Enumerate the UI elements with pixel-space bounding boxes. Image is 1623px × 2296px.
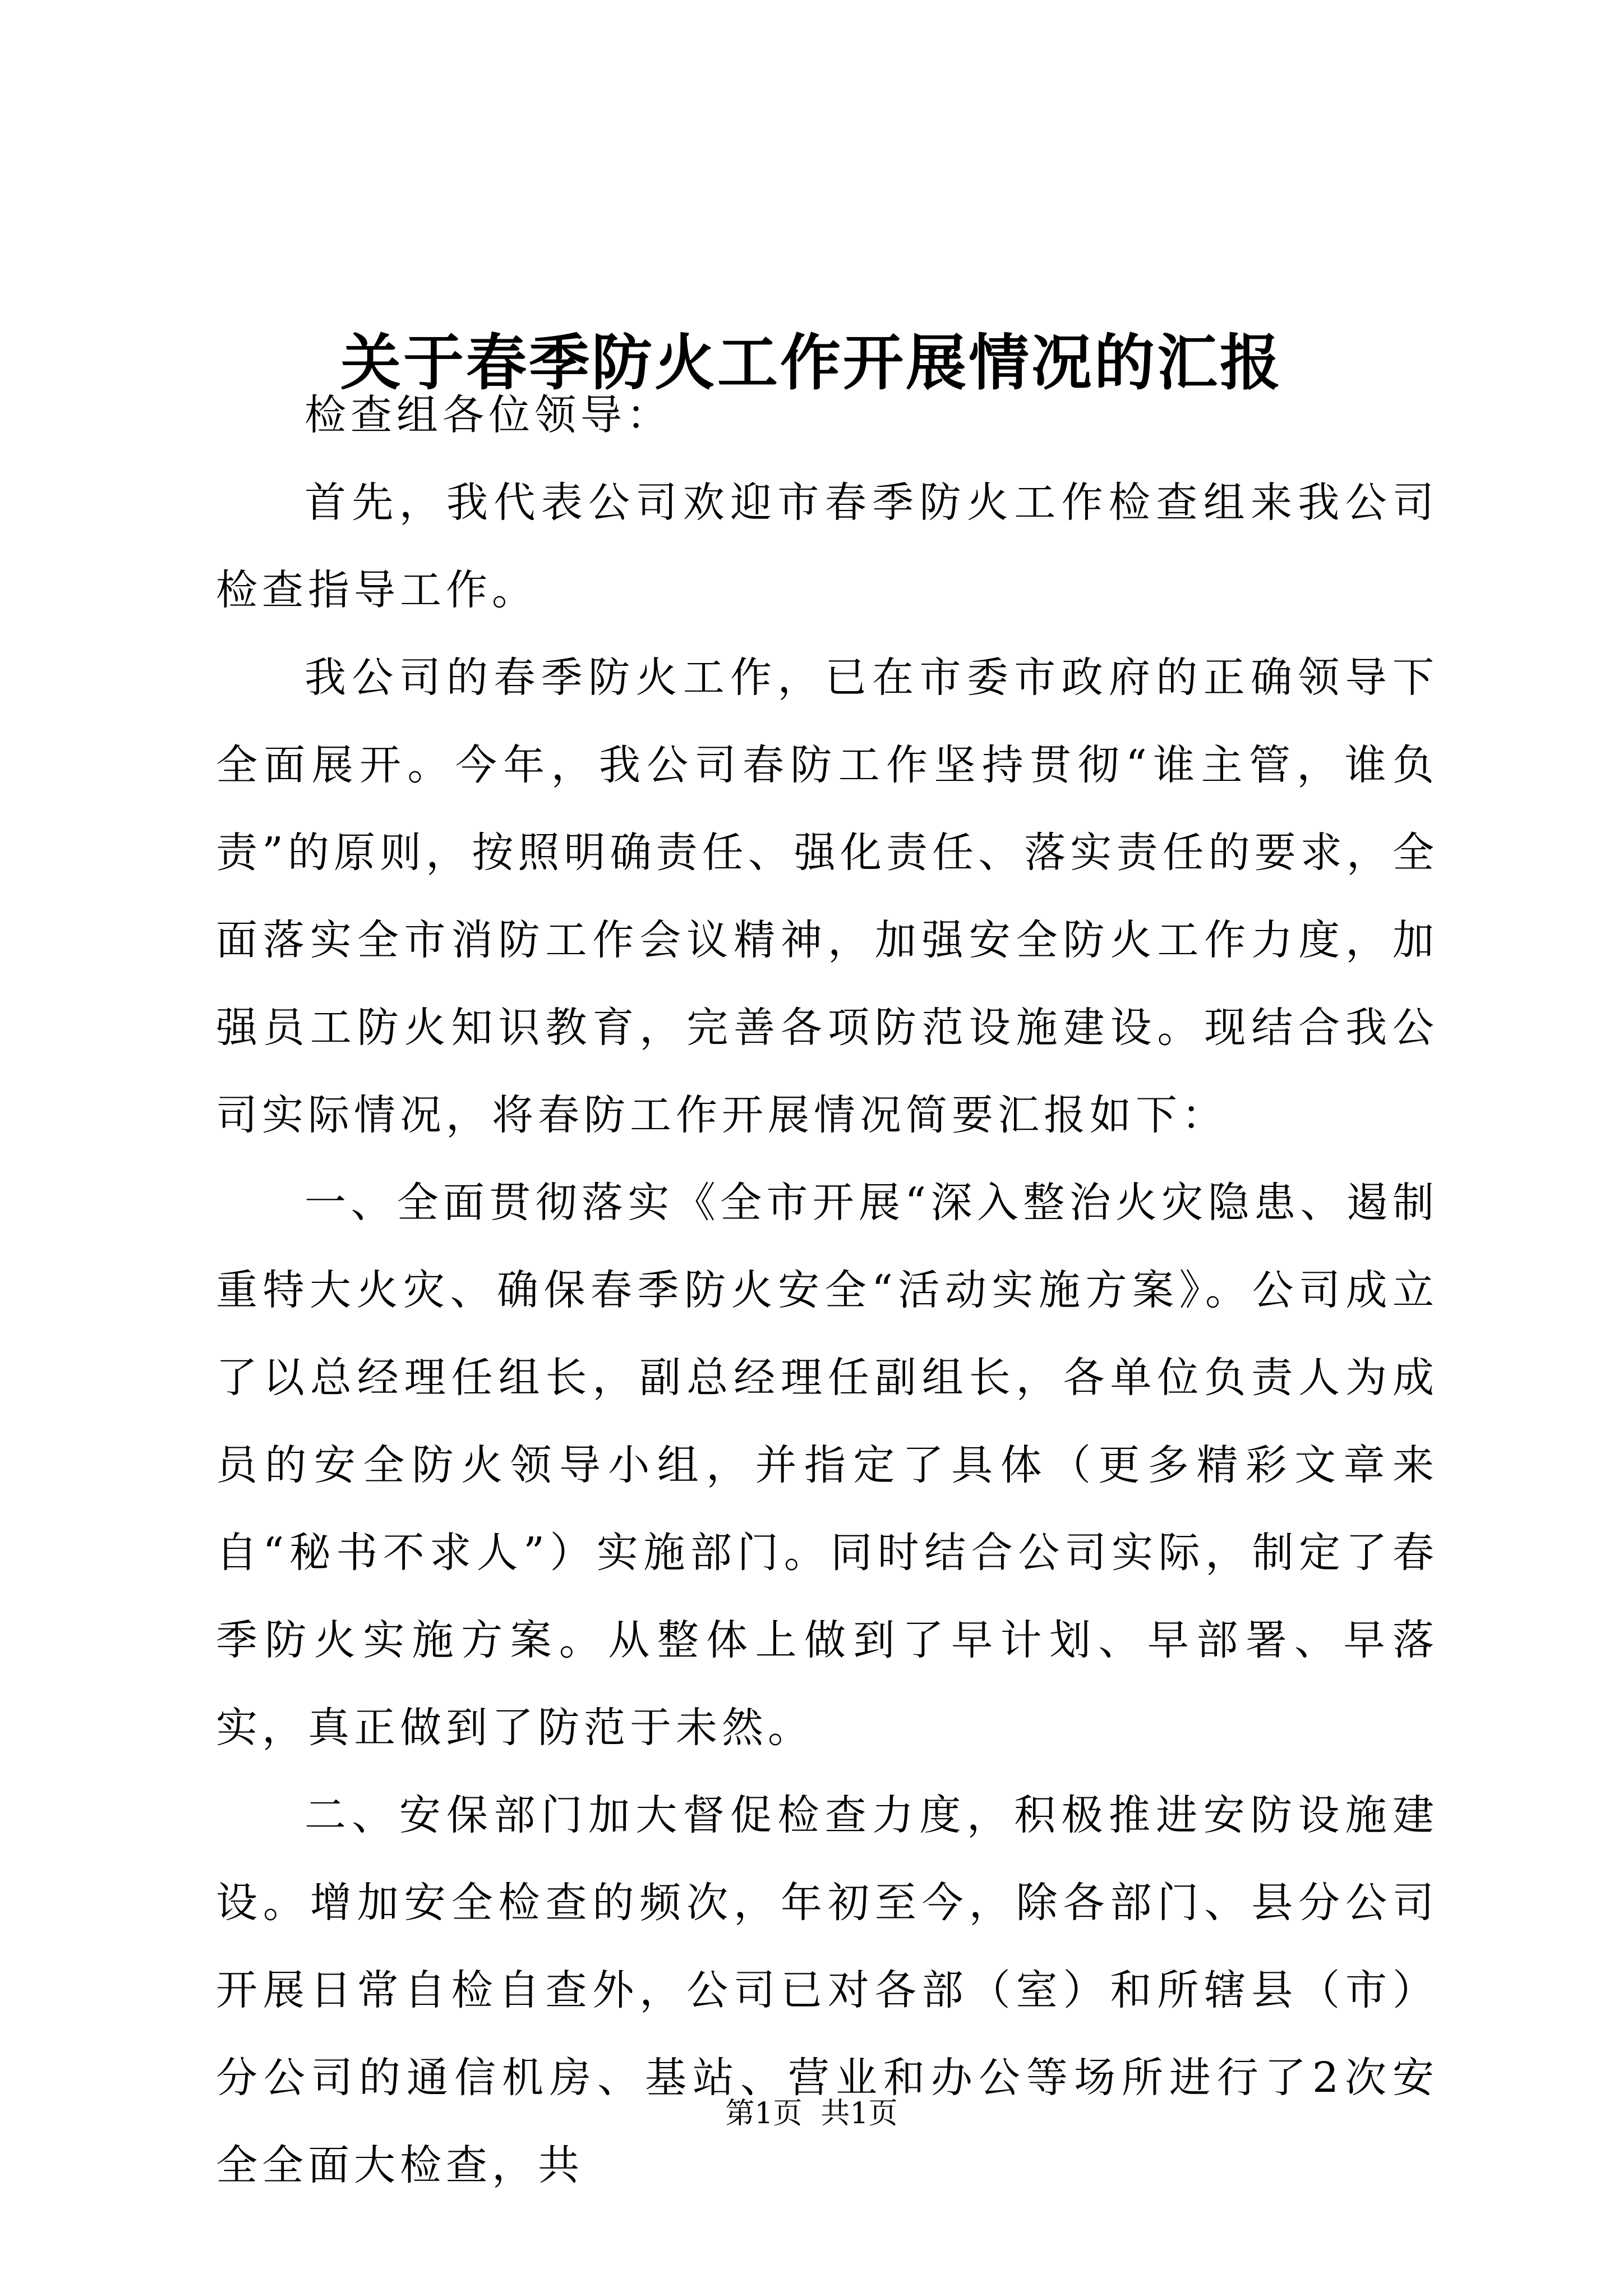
- overview-paragraph: 我公司的春季防火工作，已在市委市政府的正确领导下全面展开。今年，我公司春防工作坚持贯彻“谁主管，谁负责”的原则，按照明确责任、强化责任、落实责任的要求，全面落实全市消防工作会议精神，加强安全防火工作力度，加强员工防火知识教育，完善各项防范设施建设。现结合我公司实际情况，将春防工作开展情况简要汇报如下：: [216, 654, 1438, 1139]
- section-two-paragraph: 二、安保部门加大督促检查力度，积极推进安防设施建设。增加安全检查的频次，年初至今，除各部门、县分公司开展日常自检自查外，公司已对各部（室）和所辖县（市）分公司的通信机房、基站、营业和办公等场所进行了2次安全全面大检查，共: [216, 1791, 1438, 2189]
- salutation-paragraph: 检查组各位领导：: [305, 391, 672, 439]
- page-number-footer: 第1页 共1页: [725, 2097, 898, 2131]
- document-title: 关于春季防火工作开展情况的汇报: [340, 328, 1283, 399]
- welcome-paragraph: 首先，我代表公司欢迎市春季防火工作检查组来我公司检查指导工作。: [216, 478, 1438, 614]
- document-body: [216, 371, 1438, 2209]
- section-one-paragraph: 一、全面贯彻落实《全市开展“深入整治火灾隐患、遏制重特大火灾、确保春季防火安全“活动实施方案》。公司成立了以总经理任组长，副总经理任副组长，各单位负责人为成员的安全防火领导小组，并指定了具体（更多精彩文章来自“秘书不求人”）实施部门。同时结合公司实际，制定了春季防火实施方案。从整体上做到了早计划、早部署、早落实，真正做到了防范于未然。: [216, 1179, 1438, 1752]
